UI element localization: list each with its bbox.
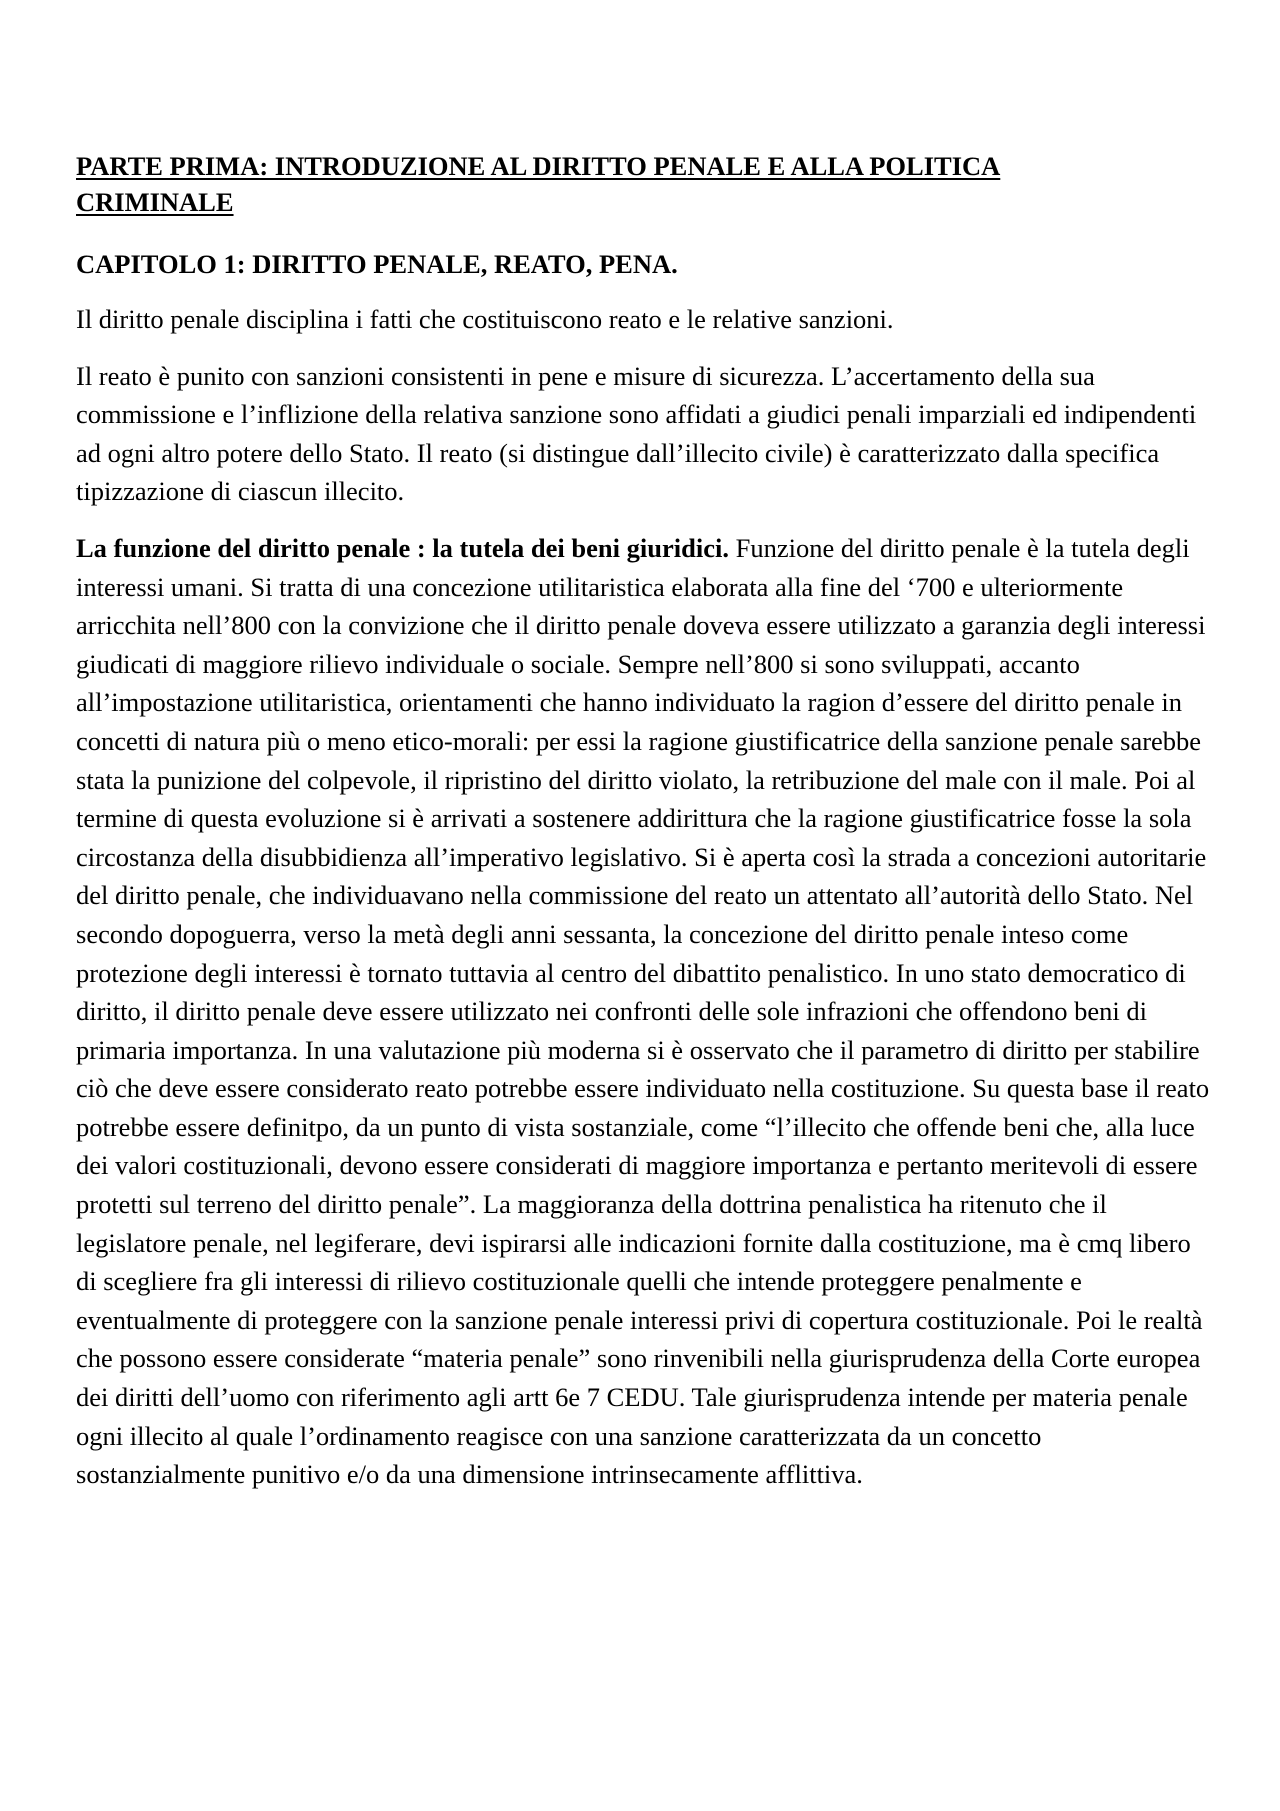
paragraph-reato: Il reato è punito con sanzioni consistenti in pene e misure di sicurezza. L’accertamento della sua commissione e l’inflizione della relativa sanzione sono affidati a giudici penali imparziali ed indipendenti ad ogni altro potere dello Stato. Il reato (si distingue dall’illecito civile) è caratterizzato dalla specifica tipizzazione di ciascun illecito. — [76, 360, 1197, 507]
paragraph-definition: Il diritto penale disciplina i fatti che costituiscono reato e le relative sanzioni. — [76, 304, 894, 334]
chapter-title: CAPITOLO 1: DIRITTO PENALE, REATO, PENA. — [76, 249, 678, 279]
section-body: Funzione del diritto penale è la tutela degli interessi umani. Si tratta di una concezione utilitaristica elaborata alla fine del ‘700 e ulteriormente arricchita nell’800 con la convizione che il diritto penale doveva essere utilizzato a garanzia degli interessi giudicati di maggiore rilievo individuale o sociale. Sempre nell’800 si sono sviluppati, accanto all’impostazione utilitaristica, orientamenti che hanno individuato la ragion d’essere del diritto penale in concetti di natura più o meno etico-morali: per essi la ragione giustificatrice della sanzione penale sarebbe stata la punizione del colpevole, il ripristino del diritto violato, la retribuzione del male con il male. Poi al termine di questa evoluzione si è arrivati a sostenere addirittura che la ragione giustificatrice fosse la sola circostanza della disubbidienza all’imperativo legislativo. Si è aperta così la strada a concezioni autoritarie del diritto penale, che individuavano nella commissione del reato un attentato all’autorità dello Stato. Nel secondo dopoguerra, verso la metà degli anni sessanta, la concezione del diritto penale inteso come protezione degli interessi è tornato tuttavia al centro del dibattito penalistico. In uno stato democratico di diritto, il diritto penale deve essere utilizzato nei confronti delle sole infrazioni che offendono beni di primaria importanza. In una valutazione più moderna si è osservato che il parametro di diritto per stabilire ciò che deve essere considerato reato potrebbe essere individuato nella costituzione. Su questa base il reato potrebbe essere definitpo, da un punto di vista sostanziale, come “l’illecito che offende beni che, alla luce dei valori costituzionali, devono essere considerati di maggiore importanza e pertanto meritevoli di essere protetti sul terreno del diritto penale”. La maggioranza della dottrina penalistica ha ritenuto che il legislatore penale, nel legiferare, devi ispirarsi alle indicazioni fornite dalla costituzione, ma è cmq libero di scegliere fra gli interessi di rilievo costituzionale quelli che intende proteggere penalmente e eventualmente di proteggere con la sanzione penale interessi privi di copertura costituzionale. Poi le realtà che possono essere considerate “materia penale” sono rinvenibili nella giurisprudenza della Corte europea dei diritti dell’uomo con riferimento agli artt 6e 7 CEDU. Tale giurisprudenza intende per materia penale ogni illecito al quale l’ordinamento reagisce con una sanzione caratterizzata da un concetto sostanzialmente punitivo e/o da una dimensione intrinsecamente afflittiva. — [76, 532, 1210, 1490]
part-title: PARTE PRIMA: INTRODUZIONE AL DIRITTO PENALE E ALLA POLITICA CRIMINALE — [76, 151, 1001, 217]
document-page — [76, 148, 1216, 1512]
section-paragraph — [76, 529, 1216, 1494]
section-heading: La funzione del diritto penale : la tutela dei beni giuridici. — [76, 532, 729, 563]
